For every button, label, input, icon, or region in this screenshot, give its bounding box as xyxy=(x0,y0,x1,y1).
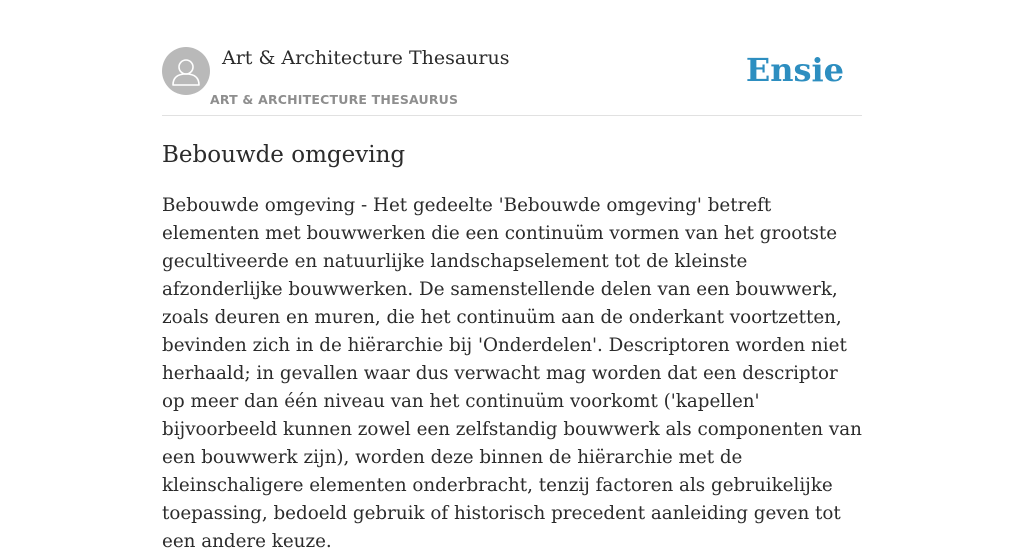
source-subtitle[interactable]: ART & ARCHITECTURE THESAURUS xyxy=(210,92,459,107)
user-icon xyxy=(162,47,210,95)
article-body: Bebouwde omgeving - Het gedeelte 'Bebouwde omgeving' betreft elementen met bouwwerken die een continuüm vormen van het grootste gecultiveerde en natuurlijke landschapselement tot de kleinste afzonderlijke bouwwerken. De samenstellende delen van een bouwwerk, zoals deuren en muren, die het continuüm aan de onderkant voortzetten, bevinden zich in de hiërarchie bij 'Onderdelen'. Descriptoren worden niet herhaald; in gevallen waar dus verwacht mag worden dat een descriptor op meer dan één niveau van het continuüm voorkomt ('kapellen' bijvoorbeeld kunnen zowel een zelfstandig bouwwerk als componenten van een bouwwerk zijn), worden deze binnen de hiërarchie met de kleinschaligere elementen onderbracht, tenzij factoren als gebruikelijke toepassing, bedoeld gebruik of historisch precedent aanleiding geven tot een andere keuze. xyxy=(162,195,862,552)
source-header xyxy=(162,0,862,116)
source-avatar[interactable] xyxy=(162,47,210,95)
brand-logo[interactable]: Ensie xyxy=(745,51,844,89)
source-title[interactable]: Art & Architecture Thesaurus xyxy=(222,47,510,69)
article-title: Bebouwde omgeving xyxy=(162,142,406,168)
